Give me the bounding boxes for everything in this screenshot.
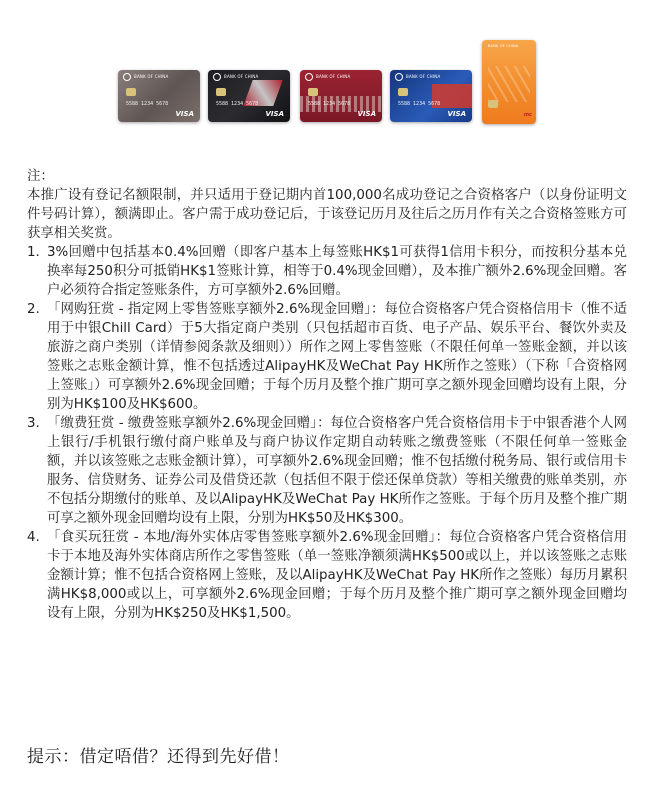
- list-item: [27, 528, 627, 623]
- credit-card-2: [208, 70, 290, 122]
- bank-logo-icon: [213, 73, 221, 81]
- card-number: 5588 1234 5678: [308, 101, 351, 107]
- bank-logo-icon: [305, 73, 313, 81]
- card-chip-icon: [488, 100, 498, 108]
- intro-paragraph: 本推广设有登记名额限制，并只适用于登记期内首100,000名成功登记之合资格客户（以身份证明文件号码计算），额满即止。客户需于成功登记后，于该登记历月及往后之历月作有关之合资格签账方可获享相关奖赏。: [27, 188, 627, 241]
- card-network: VISA: [447, 110, 466, 118]
- list-item: [27, 243, 627, 300]
- card-number: 5588 1234 5678: [126, 101, 169, 107]
- item-text: 3%回赠中包括基本0.4%回赠（即客户基本上每签账HK$1可获得1信用卡积分，而按积分基本兑换率每250积分可抵销HK$1签账计算，相等于0.4%现金回赠），及本推广额外2.6%现金回赠。客户必须符合指定签账条件，方可享额外2.6%回赠。: [47, 245, 627, 298]
- credit-card-gallery: [118, 40, 538, 132]
- card-bank-name: BANK OF CHINA: [224, 74, 259, 79]
- credit-card-5: [482, 40, 536, 124]
- card-chip-icon: [398, 88, 408, 96]
- terms-section: [27, 167, 627, 623]
- item-number: 1.: [27, 245, 40, 260]
- card-bank-name: BANK OF CHINA: [488, 44, 519, 48]
- terms-list: [27, 243, 627, 623]
- card-network: VISA: [175, 110, 194, 118]
- card-number: 5588 1234 5678: [216, 101, 259, 107]
- item-text: 「网购狂赏 - 指定网上零售签账享额外2.6%现金回赠」：每位合资格客户凭合资格信用卡（惟不适用于中银Chill Card）于5大指定商户类别（只包括超市百货、电子产品、娱乐平台、餐饮外卖及旅游之商户类别（详情参阅条款及细则））所作之网上零售签账（不限任何单一签账金额，并以该签账之志账金额计算，惟不包括透过AlipayHK及WeChat Pay HK所作之签账）（下称「合资格网上签账」）可享额外2.6%现金回赠；于每个历月及整个推广期可享之额外现金回赠均设有上限，分别为HK$100及HK$600。: [47, 302, 627, 412]
- card-bank-name: BANK OF CHINA: [406, 74, 441, 79]
- card-number: 5588 1234 5678: [398, 101, 441, 107]
- item-text: 「缴费狂赏 - 缴费签账享额外2.6%现金回赠」：每位合资格客户凭合资格信用卡于中银香港个人网上银行/手机银行缴付商户账单及与商户协议作定期自动转账之缴费签账（不限任何单一签账金额，并以该签账之志账金额计算），可享额外2.6%现金回赠；惟不包括缴付税务局、银行或信用卡服务、信贷财务、证券公司及借贷还款（包括但不限于偿还保单贷款）等相关缴费的账单类别，亦不包括分期缴付的账单、及以AlipayHK及WeChat Pay HK所作之签账。于每个历月及整个推广期可享之额外现金回赠均设有上限，分别为HK$50及HK$300。: [47, 416, 627, 526]
- list-item: [27, 300, 627, 414]
- card-chip-icon: [126, 88, 136, 96]
- borrowing-reminder: 提示：借定唔借？还得到先好借！: [27, 747, 290, 767]
- list-item: [27, 414, 627, 528]
- item-number: 3.: [27, 416, 40, 431]
- notes-label: 注：: [27, 169, 54, 184]
- card-network: VISA: [357, 110, 376, 118]
- item-number: 2.: [27, 302, 40, 317]
- item-number: 4.: [27, 530, 40, 545]
- bank-logo-icon: [123, 73, 131, 81]
- credit-card-3: [300, 70, 382, 122]
- card-network: VISA: [265, 110, 284, 118]
- credit-card-1: [118, 70, 200, 122]
- card-chip-icon: [216, 88, 226, 96]
- card-bank-name: BANK OF CHINA: [134, 74, 169, 79]
- card-network: mc: [523, 112, 532, 118]
- credit-card-4: [390, 70, 472, 122]
- item-text: 「食买玩狂赏 - 本地/海外实体店零售签账享额外2.6%现金回赠」：每位合资格客户凭合资格信用卡于本地及海外实体商店所作之零售签账（单一签账净额须满HK$500或以上，并以该签账之志账金额计算；惟不包括合资格网上签账，及以AlipayHK及WeChat Pay HK所作之签账）每历月累积满HK$8,000或以上，可享额外2.6%现金回赠；于每个历月及整个推广期可享之额外现金回赠均设有上限，分别为HK$250及HK$1,500。: [47, 530, 627, 621]
- card-decoration: [488, 66, 530, 102]
- card-chip-icon: [308, 88, 318, 96]
- card-bank-name: BANK OF CHINA: [316, 74, 351, 79]
- bank-logo-icon: [395, 73, 403, 81]
